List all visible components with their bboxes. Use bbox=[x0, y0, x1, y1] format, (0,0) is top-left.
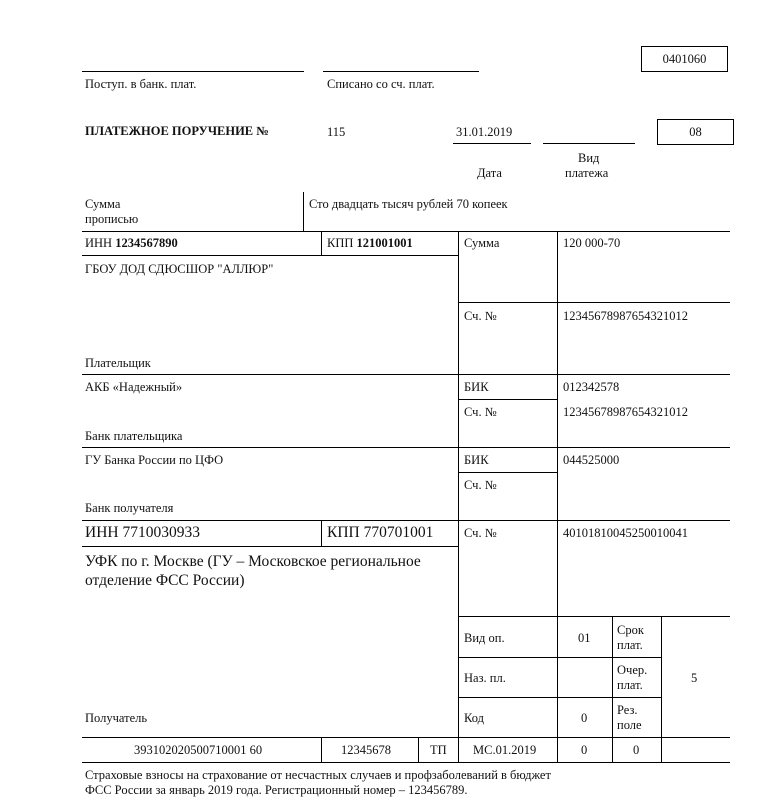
grid-vline-kpp2 bbox=[321, 520, 322, 546]
grid-line-bik1 bbox=[458, 399, 557, 400]
payer-bank-bik-label: БИК bbox=[464, 380, 489, 394]
recipient-kpp: КПП 770701001 bbox=[327, 524, 434, 541]
recipient-bank-bik-label: БИК bbox=[464, 453, 489, 467]
grid-line-recipient-bottom bbox=[82, 737, 730, 738]
term-label-1: Срок bbox=[617, 623, 644, 637]
queue-label-2: плат. bbox=[617, 678, 643, 692]
recipient-inn: ИНН 7710030933 bbox=[85, 524, 200, 541]
recipient-bank-bik: 044525000 bbox=[563, 453, 620, 467]
tax-vline-3 bbox=[458, 737, 459, 762]
payment-type-label-1: Вид bbox=[578, 151, 600, 165]
grid-line-payerbank-bottom bbox=[82, 447, 730, 448]
recipient-name-line1: УФК по г. Москве (ГУ – Московское региональное bbox=[85, 553, 421, 570]
date-label: Дата bbox=[477, 166, 502, 180]
amount-words-divider bbox=[303, 192, 304, 231]
tax-vline-6 bbox=[661, 737, 662, 762]
payer-bank-account: 12345678987654321012 bbox=[563, 405, 688, 419]
amount-words-label-2: прописью bbox=[85, 212, 139, 226]
payer-kpp-value: 121001001 bbox=[356, 236, 413, 250]
status-code-box bbox=[657, 119, 734, 145]
debited-label: Списано со сч. плат. bbox=[327, 77, 435, 91]
queue-value: 5 bbox=[691, 671, 698, 685]
queue-label-1: Очер. bbox=[617, 663, 648, 677]
payer-bank-account-label: Сч. № bbox=[464, 405, 497, 419]
received-line bbox=[82, 71, 304, 72]
reserve-label-2: поле bbox=[617, 718, 642, 732]
date-line bbox=[453, 143, 531, 144]
form-code: 0401060 bbox=[662, 52, 707, 66]
amount-value: 120 000-70 bbox=[563, 236, 621, 250]
payment-type-label-2: платежа bbox=[565, 166, 609, 180]
recipient-account: 40101810045250010041 bbox=[563, 526, 688, 540]
order-date: 31.01.2019 bbox=[456, 125, 513, 139]
recipient-caption: Получатель bbox=[85, 711, 148, 725]
grid-line-payer-bottom bbox=[82, 374, 730, 375]
grid-line-account bbox=[458, 616, 730, 617]
reserve-label-1: Рез. bbox=[617, 703, 638, 717]
recipient-bank-caption: Банк получателя bbox=[85, 501, 174, 515]
tax-vline-2 bbox=[418, 737, 419, 762]
order-number: 115 bbox=[327, 125, 346, 139]
tax-vline-1 bbox=[321, 737, 322, 762]
grid-line-recbank-bottom bbox=[82, 520, 730, 521]
amount-label: Сумма bbox=[464, 236, 500, 250]
payer-bank-bik: 012342578 bbox=[563, 380, 620, 394]
grid-line-amount bbox=[458, 302, 730, 303]
payer-kpp bbox=[327, 236, 413, 251]
purpose-line2: ФСС России за январь 2019 года. Регистрационный номер – 123456789. bbox=[85, 783, 468, 797]
grid-vline-kpp1 bbox=[321, 231, 322, 255]
payer-inn-label: ИНН bbox=[85, 236, 113, 250]
tax-vline-5 bbox=[612, 737, 613, 762]
grid-line-purpose bbox=[458, 697, 661, 698]
grid-vline-mid bbox=[458, 231, 459, 737]
grid-vline-term bbox=[612, 616, 613, 737]
grid-line-tax-bottom bbox=[82, 762, 730, 763]
payer-caption: Плательщик bbox=[85, 356, 151, 370]
grid-line-inn2 bbox=[82, 546, 458, 547]
recipient-account-label: Сч. № bbox=[464, 526, 497, 540]
grid-line-inn bbox=[82, 255, 458, 256]
amount-words-value: Сто двадцать тысяч рублей 70 копеек bbox=[309, 197, 508, 211]
code-label: Код bbox=[464, 711, 484, 725]
term-label-2: плат. bbox=[617, 638, 643, 652]
payer-inn bbox=[85, 236, 178, 251]
grid-line-bik2 bbox=[458, 472, 557, 473]
tax-doc-number: 0 bbox=[581, 743, 588, 757]
status-code: 08 bbox=[689, 125, 702, 139]
tax-vline-4 bbox=[557, 737, 558, 762]
amount-words-label-1: Сумма bbox=[85, 197, 121, 211]
recipient-bank-account-label: Сч. № bbox=[464, 478, 497, 492]
form-code-box bbox=[641, 46, 728, 72]
document-title: ПЛАТЕЖНОЕ ПОРУЧЕНИЕ № bbox=[85, 124, 269, 138]
recipient-name-line2: отделение ФСС России) bbox=[85, 572, 245, 589]
grid-vline-right bbox=[557, 231, 558, 737]
tax-kbk: 393102020500710001 60 bbox=[134, 743, 263, 757]
tax-oktmo: 12345678 bbox=[341, 743, 391, 757]
payer-kpp-label: КПП bbox=[327, 236, 354, 250]
payer-bank-name: АКБ «Надежный» bbox=[85, 380, 183, 394]
debited-line bbox=[323, 71, 479, 72]
payer-account-label: Сч. № bbox=[464, 309, 497, 323]
grid-line-optype bbox=[458, 657, 661, 658]
grid-line-top bbox=[82, 231, 730, 232]
purpose-label: Наз. пл. bbox=[464, 671, 506, 685]
payer-inn-value: 1234567890 bbox=[115, 236, 178, 250]
tax-period: МС.01.2019 bbox=[473, 743, 537, 757]
grid-vline-queue bbox=[661, 616, 662, 737]
payer-name: ГБОУ ДОД СДЮСШОР "АЛЛЮР" bbox=[85, 262, 274, 276]
tax-basis: ТП bbox=[430, 743, 447, 757]
received-label: Поступ. в банк. плат. bbox=[85, 77, 197, 91]
purpose-line1: Страховые взносы на страхование от несчастных случаев и профзаболеваний в бюджет bbox=[85, 768, 551, 782]
payer-account: 12345678987654321012 bbox=[563, 309, 688, 323]
payer-bank-caption: Банк плательщика bbox=[85, 429, 183, 443]
tax-doc-date: 0 bbox=[633, 743, 640, 757]
op-type-value: 01 bbox=[578, 631, 591, 645]
payment-type-line bbox=[543, 143, 635, 144]
op-type-label: Вид оп. bbox=[464, 631, 505, 645]
code-value: 0 bbox=[581, 711, 588, 725]
recipient-bank-name: ГУ Банка России по ЦФО bbox=[85, 453, 224, 467]
